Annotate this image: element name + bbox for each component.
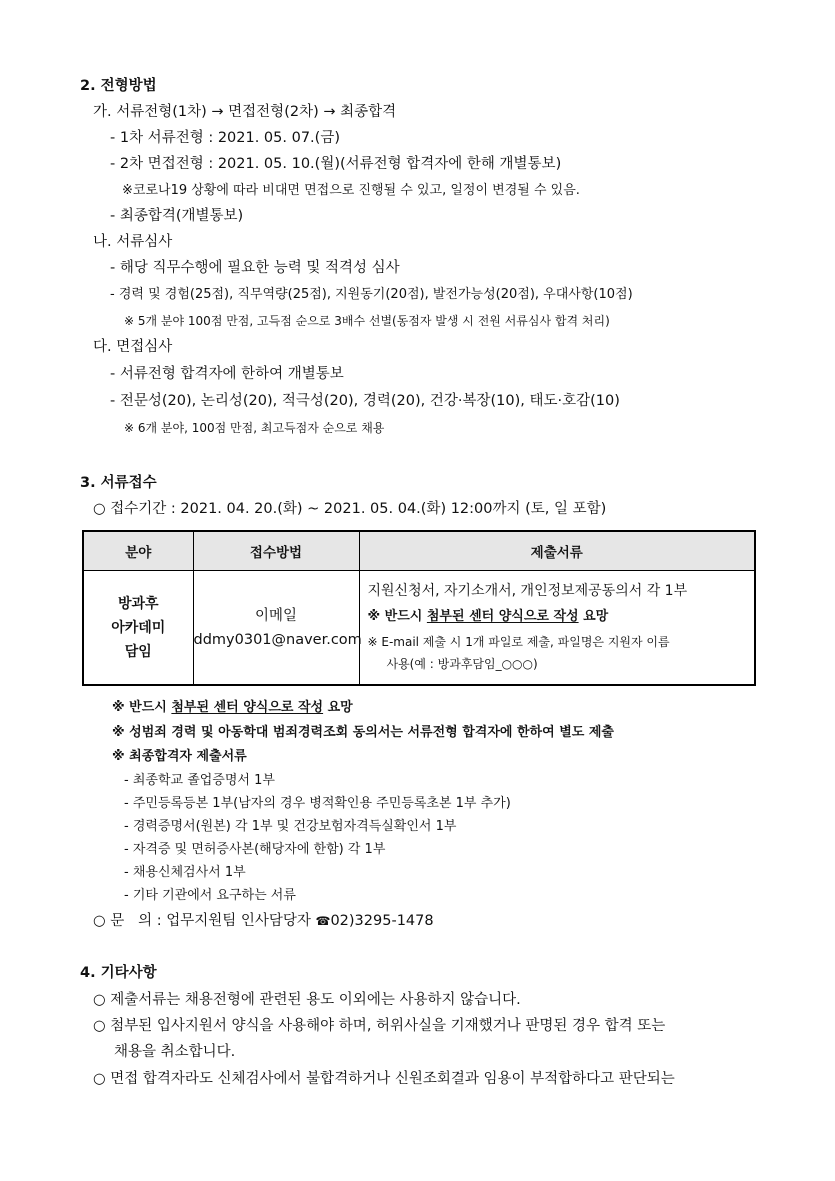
column-header: 제출서류	[359, 531, 755, 571]
sub-heading: 다. 면접심사	[93, 339, 173, 355]
section-heading: 4. 기타사항	[80, 965, 157, 981]
table-row	[83, 571, 755, 686]
inquiry-line	[93, 914, 434, 929]
note: ※ 6개 분야, 100점 만점, 최고득점자 순으로 채용	[124, 421, 385, 435]
note-prefix: ※ 반드시	[112, 700, 172, 715]
list-item: - 서류전형 합격자에 한하여 개별통보	[110, 366, 344, 382]
method-label: 이메일	[254, 607, 298, 624]
list-item: ○ 첨부된 입사지원서 양식을 사용해야 하며, 허위사실을 기재했거나 판명된 경우 합격 또는	[93, 1018, 666, 1034]
docs-line: 사용(예 : 방과후담임_○○○)	[386, 657, 538, 671]
inquiry-label: ○ 문 의 : 업무지원팀 인사담당자	[93, 913, 316, 929]
section-heading: 3. 서류접수	[80, 475, 157, 491]
field-line: 방과후	[117, 595, 159, 612]
list-item: - 경력 및 경험(25점), 직무역량(25점), 지원동기(20점), 발전가능성(20점), 우대사항(10점)	[110, 287, 633, 302]
table-header-row	[83, 531, 755, 571]
docs-line: 지원신청서, 자기소개서, 개인정보제공동의서 각 1부	[367, 583, 688, 599]
docs-warning-suffix: 요망	[578, 609, 609, 624]
list-item: - 최종학교 졸업증명서 1부	[124, 773, 275, 788]
list-item: ○ 면접 합격자라도 신체검사에서 불합격하거나 신원조회결과 임용이 부적합하다고 판단되는	[93, 1071, 675, 1087]
section-heading: 2. 전형방법	[80, 78, 157, 94]
list-item-continuation: 채용을 취소합니다.	[114, 1044, 236, 1060]
note: ※코로나19 상황에 따라 비대면 면접으로 진행될 수 있고, 일정이 변경될 수 있음.	[122, 183, 580, 198]
list-item: - 전문성(20), 논리성(20), 적극성(20), 경력(20), 건강·복장(10), 태도·호감(10)	[110, 393, 620, 409]
sub-heading: 나. 서류심사	[93, 234, 173, 250]
note: ※ 최종합격자 제출서류	[112, 749, 247, 764]
list-item: - 2차 면접전형 : 2021. 05. 10.(월)(서류전형 합격자에 한해 개별통보)	[110, 156, 562, 172]
list-item: ○ 제출서류는 채용전형에 관련된 용도 이외에는 사용하지 않습니다.	[93, 992, 521, 1008]
phone-number: 02)3295-1478	[330, 913, 434, 929]
column-header: 분야	[83, 531, 193, 571]
email-address: ddmy0301@naver.com	[193, 631, 362, 648]
phone-icon: ☎	[315, 914, 331, 928]
note-underlined: 첨부된 센터 양식으로 작성	[171, 700, 324, 715]
docs-warning-prefix: ※ 반드시	[367, 609, 427, 624]
list-item: - 해당 직무수행에 필요한 능력 및 적격성 심사	[110, 260, 400, 276]
list-item: - 경력증명서(원본) 각 1부 및 건강보험자격득실확인서 1부	[124, 819, 457, 834]
list-item: - 최종합격(개별통보)	[110, 208, 244, 224]
note-suffix: 요망	[323, 700, 353, 715]
list-item: - 기타 기관에서 요구하는 서류	[124, 888, 296, 903]
list-item: - 자격증 및 면허증사본(해당자에 한함) 각 1부	[124, 842, 386, 857]
column-header: 접수방법	[193, 531, 359, 571]
submission-table	[82, 530, 756, 686]
field-cell	[83, 571, 193, 686]
field-line: 담임	[124, 643, 152, 660]
list-item: - 1차 서류전형 : 2021. 05. 07.(금)	[110, 130, 340, 146]
docs-warning	[368, 608, 755, 626]
application-period: ○ 접수기간 : 2021. 04. 20.(화) ~ 2021. 05. 04.(화) 12:00까지 (토, 일 포함)	[93, 501, 607, 517]
docs-line: ※ E-mail 제출 시 1개 파일로 제출, 파일명은 지원자 이름	[367, 635, 670, 649]
method-cell	[193, 571, 362, 686]
note: ※ 성범죄 경력 및 아동학대 범죄경력조회 동의서는 서류전형 합격자에 한하여 별도 제출	[112, 725, 614, 740]
sub-heading: 가. 서류전형(1차) → 면접전형(2차) → 최종합격	[93, 104, 397, 120]
note: ※ 5개 분야 100점 만점, 고득점 순으로 3배수 선별(동점자 발생 시 전원 서류심사 합격 처리)	[124, 314, 610, 328]
docs-cell	[359, 571, 755, 686]
docs-warning-underlined: 첨부된 센터 양식으로 작성	[426, 609, 579, 624]
note	[112, 701, 353, 714]
list-item: - 주민등록등본 1부(남자의 경우 병적확인용 주민등록초본 1부 추가)	[124, 796, 511, 811]
field-line: 아카데미	[111, 619, 166, 636]
list-item: - 채용신체검사서 1부	[124, 865, 246, 880]
